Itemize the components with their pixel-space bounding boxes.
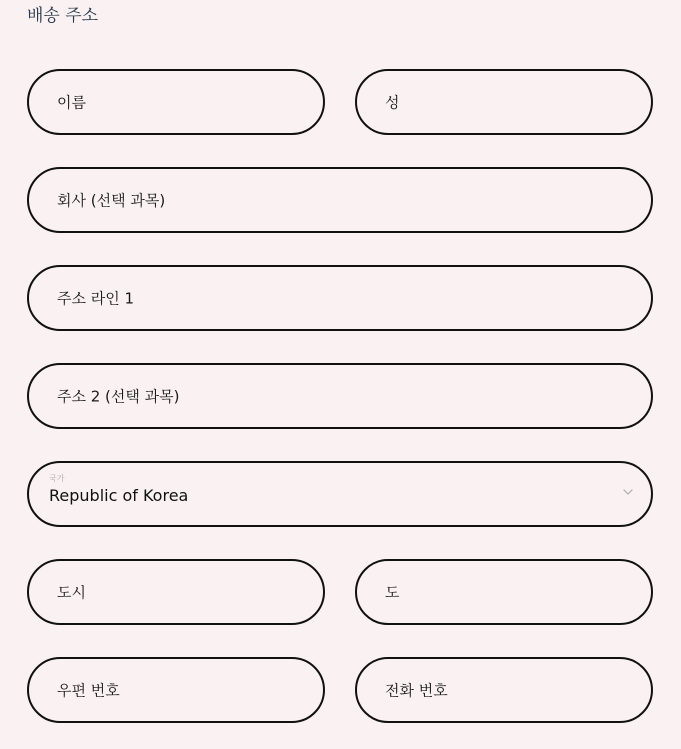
- postal-code-field[interactable]: [27, 657, 325, 723]
- country-label: 국가: [49, 474, 65, 483]
- company-field[interactable]: [27, 167, 653, 233]
- first-name-field[interactable]: [27, 69, 325, 135]
- city-placeholder: 도시: [57, 583, 86, 602]
- shipping-address-title: 배송 주소: [27, 6, 99, 26]
- address-line2-field[interactable]: [27, 363, 653, 429]
- phone-field[interactable]: [355, 657, 653, 723]
- last-name-placeholder: 성: [385, 93, 400, 112]
- address-line1-field[interactable]: [27, 265, 653, 331]
- phone-placeholder: 전화 번호: [385, 681, 448, 700]
- address-line1-placeholder: 주소 라인 1: [57, 289, 135, 308]
- province-field[interactable]: [355, 559, 653, 625]
- first-name-placeholder: 이름: [57, 93, 86, 112]
- chevron-down-icon: [621, 485, 635, 499]
- country-value: Republic of Korea: [49, 486, 189, 505]
- company-placeholder: 회사 (선택 과목): [57, 191, 166, 210]
- city-field[interactable]: [27, 559, 325, 625]
- country-select[interactable]: [27, 461, 653, 527]
- address-line2-placeholder: 주소 2 (선택 과목): [57, 387, 180, 406]
- last-name-field[interactable]: [355, 69, 653, 135]
- postal-code-placeholder: 우편 번호: [57, 681, 120, 700]
- province-placeholder: 도: [385, 583, 400, 602]
